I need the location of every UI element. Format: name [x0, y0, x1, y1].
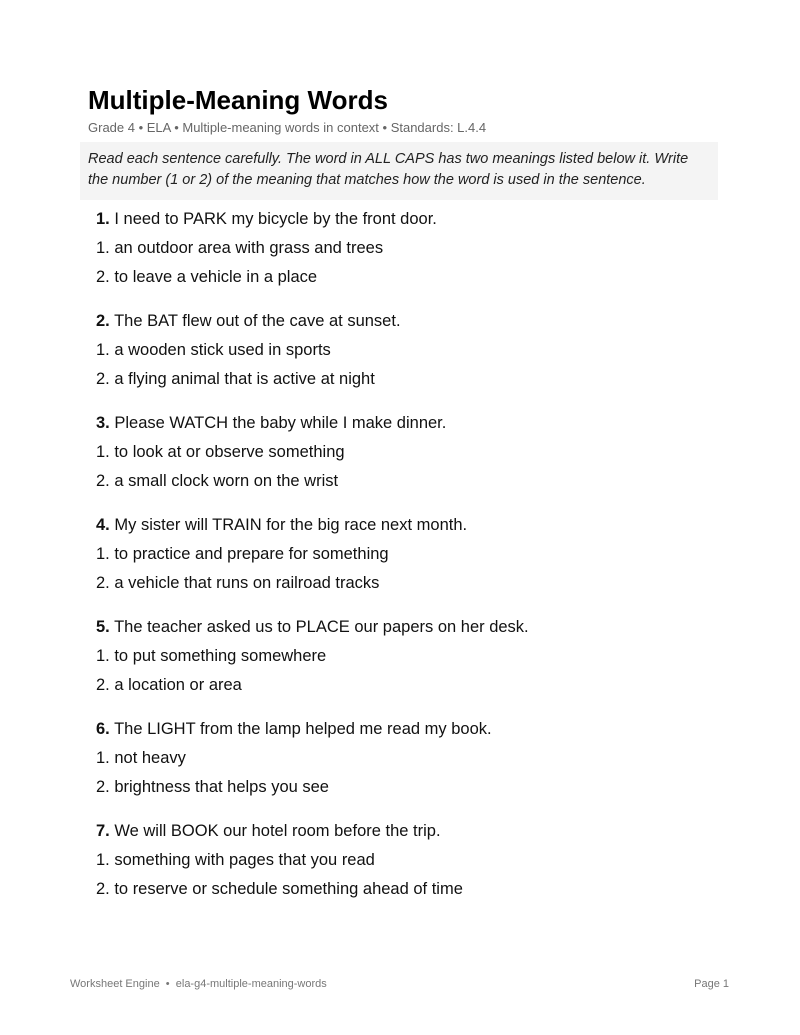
question-text: My sister will TRAIN for the big race next month.: [114, 516, 468, 534]
question-number: 3.: [96, 414, 110, 432]
question-number: 4.: [96, 516, 110, 534]
meaning-option-1: 1. to look at or observe something: [96, 443, 345, 461]
question-text: Please WATCH the baby while I make dinner.: [114, 414, 447, 432]
meaning-option-2: 2. to leave a vehicle in a place: [96, 268, 318, 286]
question-item: [96, 817, 736, 904]
meaning-option-1: 1. to put something somewhere: [96, 647, 327, 665]
question-item: [96, 511, 736, 598]
question-sentence: [96, 817, 736, 846]
question-list: [96, 205, 736, 919]
question-item: [96, 409, 736, 496]
question-item: [96, 613, 736, 700]
question-text: We will BOOK our hotel room before the trip.: [114, 822, 441, 840]
question-number: 2.: [96, 312, 110, 330]
question-item: [96, 715, 736, 802]
question-sentence: [96, 511, 736, 540]
meaning-option-2: 2. a flying animal that is active at night: [96, 370, 375, 388]
page-title: Multiple-Meaning Words: [88, 85, 388, 115]
footer-source: Worksheet Engine • ela-g4-multiple-meaning-words: [70, 978, 327, 990]
question-sentence: [96, 715, 736, 744]
meaning-option-2: 2. brightness that helps you see: [96, 778, 329, 796]
question-sentence: [96, 613, 736, 642]
meaning-option-1: 1. an outdoor area with grass and trees: [96, 239, 384, 257]
question-number: 1.: [96, 210, 110, 228]
page-subtitle: Grade 4 • ELA • Multiple-meaning words in context • Standards: L.4.4: [88, 120, 487, 135]
question-number: 5.: [96, 618, 110, 636]
question-text: I need to PARK my bicycle by the front door.: [114, 210, 437, 228]
question-sentence: [96, 307, 736, 336]
question-item: [96, 307, 736, 394]
question-sentence: [96, 409, 736, 438]
question-item: [96, 205, 736, 292]
question-text: The teacher asked us to PLACE our papers on her desk.: [114, 618, 529, 636]
instructions-box: Read each sentence carefully. The word in ALL CAPS has two meanings listed below it. Write the number (1 or 2) of the meaning that matches how the word is used in the sentence.: [80, 142, 718, 200]
meaning-option-1: 1. a wooden stick used in sports: [96, 341, 331, 359]
meaning-option-2: 2. a vehicle that runs on railroad tracks: [96, 574, 380, 592]
footer-page-number: Page 1: [694, 978, 729, 990]
meaning-option-1: 1. not heavy: [96, 749, 186, 767]
meaning-option-2: 2. to reserve or schedule something ahead of time: [96, 880, 463, 898]
meaning-option-1: 1. to practice and prepare for something: [96, 545, 389, 563]
meaning-option-1: 1. something with pages that you read: [96, 851, 375, 869]
question-sentence: [96, 205, 736, 234]
question-number: 6.: [96, 720, 110, 738]
meaning-option-2: 2. a small clock worn on the wrist: [96, 472, 339, 490]
meaning-option-2: 2. a location or area: [96, 676, 242, 694]
question-number: 7.: [96, 822, 110, 840]
question-text: The LIGHT from the lamp helped me read my book.: [114, 720, 492, 738]
question-text: The BAT flew out of the cave at sunset.: [114, 312, 401, 330]
